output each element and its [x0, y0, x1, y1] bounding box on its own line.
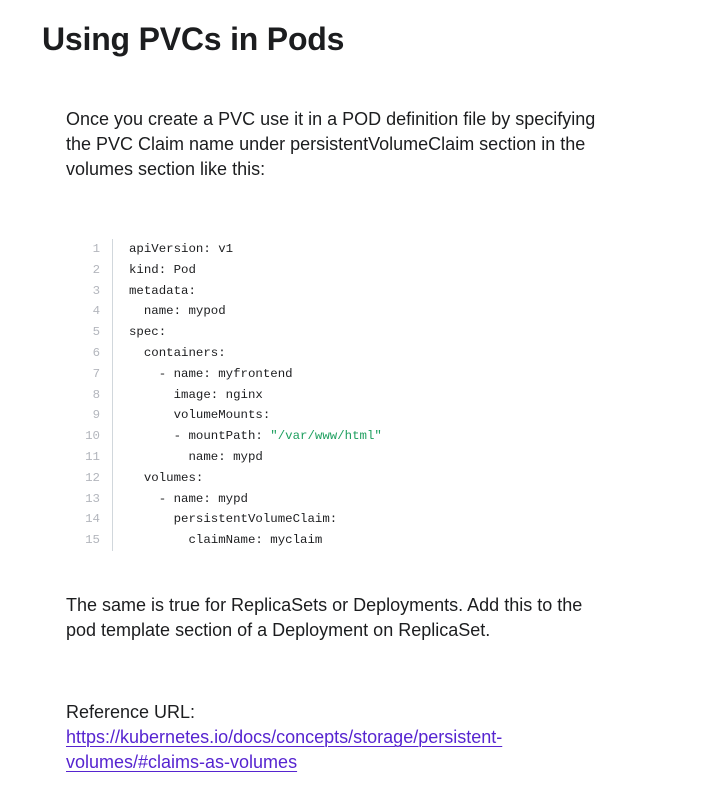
line-number: 2: [66, 260, 113, 281]
code-token: name: mypd: [129, 449, 263, 464]
line-number: 7: [66, 364, 113, 385]
code-token: apiVersion: v1: [129, 242, 234, 256]
code-text: [113, 260, 196, 281]
code-text: [113, 343, 226, 364]
code-line: [66, 239, 626, 260]
code-token: - name: myfrontend: [129, 366, 293, 381]
code-text: [113, 489, 248, 510]
code-line: [66, 301, 626, 322]
code-line: [66, 364, 626, 385]
code-text: [113, 447, 263, 468]
code-token: persistentVolumeClaim:: [129, 512, 338, 527]
code-text: [113, 509, 337, 530]
reference-label: Reference URL:: [66, 702, 196, 722]
code-token: name: mypod: [129, 304, 226, 319]
line-number: 13: [66, 489, 113, 510]
line-number: 12: [66, 468, 113, 489]
code-line: [66, 343, 626, 364]
code-text: [113, 426, 382, 447]
line-number: 3: [66, 281, 113, 302]
reference-paragraph: [66, 700, 626, 775]
code-text: [113, 239, 233, 260]
code-token: volumes:: [129, 470, 204, 485]
code-text: [113, 468, 203, 489]
code-line: [66, 489, 626, 510]
code-text: [113, 301, 226, 322]
code-token: spec:: [129, 325, 167, 340]
code-text: [113, 530, 322, 551]
line-number: 9: [66, 405, 113, 426]
line-number: 14: [66, 509, 113, 530]
line-number: 8: [66, 385, 113, 406]
line-number: 5: [66, 322, 113, 343]
code-line: [66, 405, 626, 426]
line-number: 10: [66, 426, 113, 447]
code-text: [113, 405, 270, 426]
code-line: [66, 509, 626, 530]
code-text: [113, 364, 293, 385]
line-number: 6: [66, 343, 113, 364]
code-text: [113, 385, 263, 406]
code-line: [66, 260, 626, 281]
code-line: [66, 322, 626, 343]
code-text: [113, 322, 166, 343]
page-title: Using PVCs in Pods: [42, 21, 345, 57]
code-line: [66, 530, 626, 551]
line-number: 4: [66, 301, 113, 322]
reference-link[interactable]: https://kubernetes.io/docs/concepts/storage/persistent-volumes/#claims-as-volumes: [66, 727, 503, 772]
code-token: kind: Pod: [129, 262, 196, 277]
code-token: - name: mypd: [129, 491, 248, 506]
code-token: - mountPath:: [129, 429, 271, 444]
code-token: claimName: myclaim: [129, 533, 323, 548]
code-line: [66, 385, 626, 406]
code-token: volumeMounts:: [129, 408, 271, 423]
code-token: image: nginx: [129, 387, 263, 402]
line-number: 11: [66, 447, 113, 468]
code-line: [66, 468, 626, 489]
code-block: [66, 239, 626, 551]
code-token: containers:: [129, 345, 226, 360]
intro-paragraph: Once you create a PVC use it in a POD definition file by specifying the PVC Claim name under persistentVolumeClaim section in the volumes section like this:: [66, 109, 596, 179]
line-number: 1: [66, 239, 113, 260]
code-line: [66, 426, 626, 447]
code-line: [66, 281, 626, 302]
code-line: [66, 447, 626, 468]
code-token: metadata:: [129, 283, 196, 298]
note-paragraph: The same is true for ReplicaSets or Deployments. Add this to the pod template section of a Deployment on ReplicaSet.: [66, 595, 583, 640]
code-string-token: "/var/www/html": [270, 429, 382, 444]
code-text: [113, 281, 196, 302]
line-number: 15: [66, 530, 113, 551]
